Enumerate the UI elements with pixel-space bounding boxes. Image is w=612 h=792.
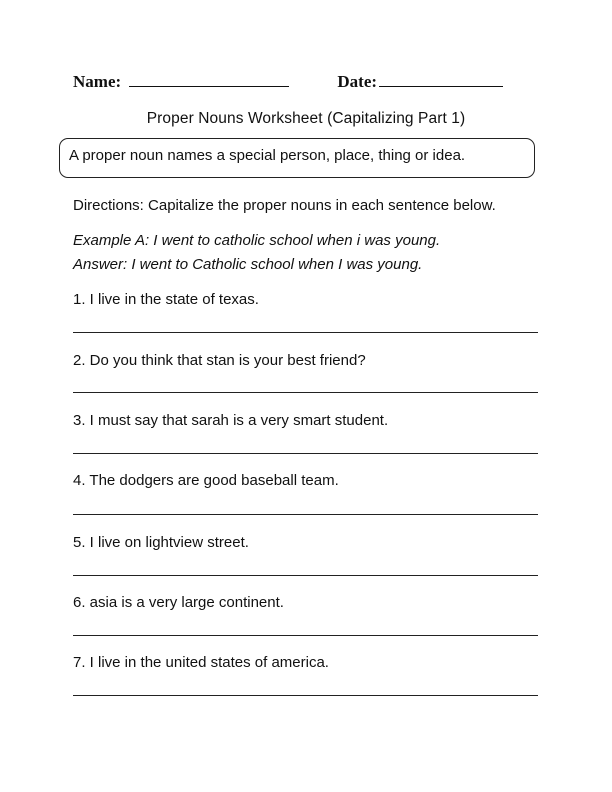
question-7: 7. I live in the united states of america. [73,654,329,671]
answer-line-5[interactable] [73,575,538,576]
header-row [73,72,503,92]
example-answer: Answer: I went to Catholic school when I was young. [73,256,423,273]
date-label: Date: [337,72,378,91]
worksheet-title: Proper Nouns Worksheet (Capitalizing Part 1) [146,110,466,127]
answer-line-4[interactable] [73,514,538,515]
question-3: 3. I must say that sarah is a very smart student. [73,412,389,429]
answer-line-6[interactable] [73,635,538,636]
date-blank-line[interactable] [379,72,503,87]
directions-text: Directions: Capitalize the proper nouns in each sentence below. [73,197,496,214]
name-label: Name: [73,72,122,91]
definition-box [59,138,535,178]
answer-line-1[interactable] [73,332,538,333]
answer-line-7[interactable] [73,695,538,696]
answer-line-3[interactable] [73,453,538,454]
question-4: 4. The dodgers are good baseball team. [73,472,339,489]
question-2: 2. Do you think that stan is your best friend? [73,352,366,369]
answer-line-2[interactable] [73,392,538,393]
example-question: Example A: I went to catholic school when i was young. [73,232,441,249]
question-5: 5. I live on lightview street. [73,534,249,551]
definition-text: A proper noun names a special person, place, thing or idea. [69,147,466,164]
question-1: 1. I live in the state of texas. [73,291,259,308]
question-6: 6. asia is a very large continent. [73,594,284,611]
name-blank-line[interactable] [129,72,289,87]
